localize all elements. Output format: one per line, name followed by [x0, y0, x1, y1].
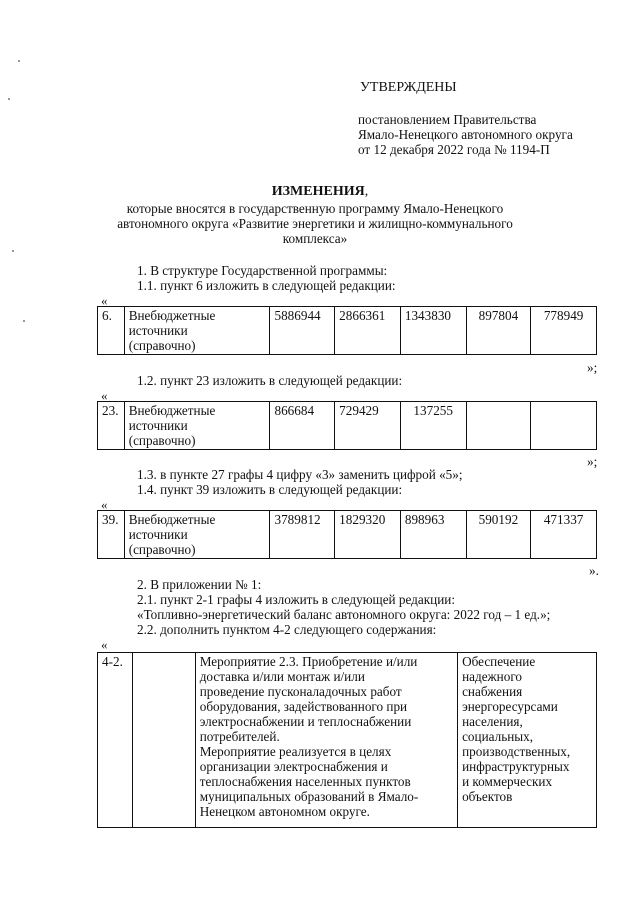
- label-line: источники: [128, 418, 188, 433]
- label-line: источники: [128, 323, 188, 338]
- table-item-4-2: [97, 652, 597, 828]
- event-line: Ненецком автономном округе.: [199, 804, 370, 819]
- table-row: [98, 511, 597, 559]
- source-label: [124, 511, 270, 559]
- table-row: [98, 653, 597, 828]
- value-cell: 3789812: [270, 511, 335, 559]
- event-description: [195, 653, 457, 828]
- event-line: электроснабжении и теплоснабжении: [199, 714, 412, 729]
- item-2: 2. В приложении № 1:: [137, 577, 262, 592]
- goal-line: объектов: [462, 789, 513, 804]
- event-line: проведение пусконаладочных работ: [199, 684, 402, 699]
- event-line: Мероприятие 2.3. Приобретение и/или: [199, 654, 418, 669]
- goal-line: производственных,: [462, 744, 571, 759]
- value-cell: 5886944: [270, 307, 335, 355]
- goal-line: инфраструктурных: [462, 759, 570, 774]
- decree-line-2: Ямало-Ненецкого автономного округа: [358, 127, 573, 142]
- value-cell: 897804: [466, 307, 531, 355]
- title-comma: ,: [364, 184, 369, 199]
- document-subtitle: которые вносятся в государственную программу Ямало-Ненецкого автономного округа «Развитие энергетики и жилищно-коммунального комплекса»: [117, 201, 513, 246]
- decree-line-1: постановлением Правительства: [358, 112, 537, 127]
- row-number: 6.: [98, 307, 125, 355]
- event-line: муниципальных образований в Ямало-: [199, 789, 419, 804]
- goal-line: населения,: [462, 714, 523, 729]
- item-2-1: 2.1. пункт 2-1 графы 4 изложить в следующей редакции:: [137, 592, 455, 607]
- scan-speck: [23, 320, 25, 322]
- value-cell: 2866361: [335, 307, 401, 355]
- value-cell: 729429: [335, 402, 401, 450]
- goal-line: социальных,: [462, 729, 534, 744]
- item-1-4: 1.4. пункт 39 изложить в следующей редакции:: [137, 482, 403, 497]
- label-line: Внебюджетные: [128, 512, 216, 527]
- table-item-6: [97, 306, 597, 355]
- event-line: потребителей.: [199, 729, 280, 744]
- value-cell: 866684: [270, 402, 335, 450]
- empty-cell: [132, 653, 195, 828]
- event-line: Мероприятие реализуется в целях: [199, 744, 392, 759]
- item-1-3: 1.3. в пункте 27 графы 4 цифру «3» заменить цифрой «5»;: [137, 467, 463, 482]
- event-line: доставка и/или монтаж и/или: [199, 669, 365, 684]
- event-line: организации электроснабжения и: [199, 759, 388, 774]
- value-cell: 1343830: [400, 307, 466, 355]
- value-cell: [466, 402, 531, 450]
- table-item-23: [97, 401, 597, 450]
- table-row: [98, 307, 597, 355]
- value-cell: 590192: [466, 511, 531, 559]
- scan-speck: [18, 60, 20, 62]
- goal-description: [458, 653, 597, 828]
- event-line: теплоснабжения населенных пунктов: [199, 774, 411, 789]
- open-quote-2: «: [101, 388, 108, 403]
- scan-speck: [8, 98, 10, 100]
- row-number: 4-2.: [98, 653, 133, 828]
- table-row: [98, 402, 597, 450]
- item-1-2: 1.2. пункт 23 изложить в следующей редакции:: [137, 373, 403, 388]
- value-cell: 137255: [400, 402, 466, 450]
- label-line: источники: [128, 527, 188, 542]
- event-line: оборудования, задействованного при: [199, 699, 408, 714]
- open-quote-3: «: [101, 497, 108, 512]
- source-label: [124, 307, 270, 355]
- close-quote-3: ».: [589, 563, 599, 578]
- label-line: (справочно): [128, 542, 196, 557]
- goal-line: снабжения: [462, 684, 523, 699]
- close-quote-1: »;: [587, 360, 598, 375]
- goal-line: и коммерческих: [462, 774, 553, 789]
- document-title: [0, 184, 640, 200]
- value-cell: 778949: [531, 307, 597, 355]
- label-line: Внебюджетные: [128, 403, 216, 418]
- value-cell: 471337: [531, 511, 597, 559]
- approval-stamp: УТВЕРЖДЕНЫ: [360, 80, 457, 95]
- item-1-1: 1.1. пункт 6 изложить в следующей редакции:: [137, 278, 396, 293]
- item-2-2: 2.2. дополнить пунктом 4-2 следующего содержания:: [137, 622, 437, 637]
- item-2-1-text: «Топливно-энергетический баланс автономного округа: 2022 год – 1 ед.»;: [137, 607, 551, 622]
- decree-line-3: от 12 декабря 2022 года № 1194-П: [358, 142, 550, 157]
- label-line: (справочно): [128, 433, 196, 448]
- label-line: (справочно): [128, 338, 196, 353]
- source-label: [124, 402, 270, 450]
- row-number: 23.: [98, 402, 125, 450]
- close-quote-2: »;: [587, 454, 598, 469]
- value-cell: 898963: [400, 511, 466, 559]
- table-item-39: [97, 510, 597, 559]
- goal-line: энергоресурсами: [462, 699, 558, 714]
- open-quote-1: «: [101, 293, 108, 308]
- row-number: 39.: [98, 511, 125, 559]
- title-main: ИЗМЕНЕНИЯ: [271, 184, 365, 199]
- item-1: 1. В структуре Государственной программы:: [137, 263, 388, 278]
- value-cell: 1829320: [335, 511, 401, 559]
- value-cell: [531, 402, 597, 450]
- open-quote-4: «: [101, 637, 108, 652]
- goal-line: надежного: [462, 669, 522, 684]
- scan-speck: [12, 250, 14, 252]
- label-line: Внебюджетные: [128, 308, 216, 323]
- goal-line: Обеспечение: [462, 654, 536, 669]
